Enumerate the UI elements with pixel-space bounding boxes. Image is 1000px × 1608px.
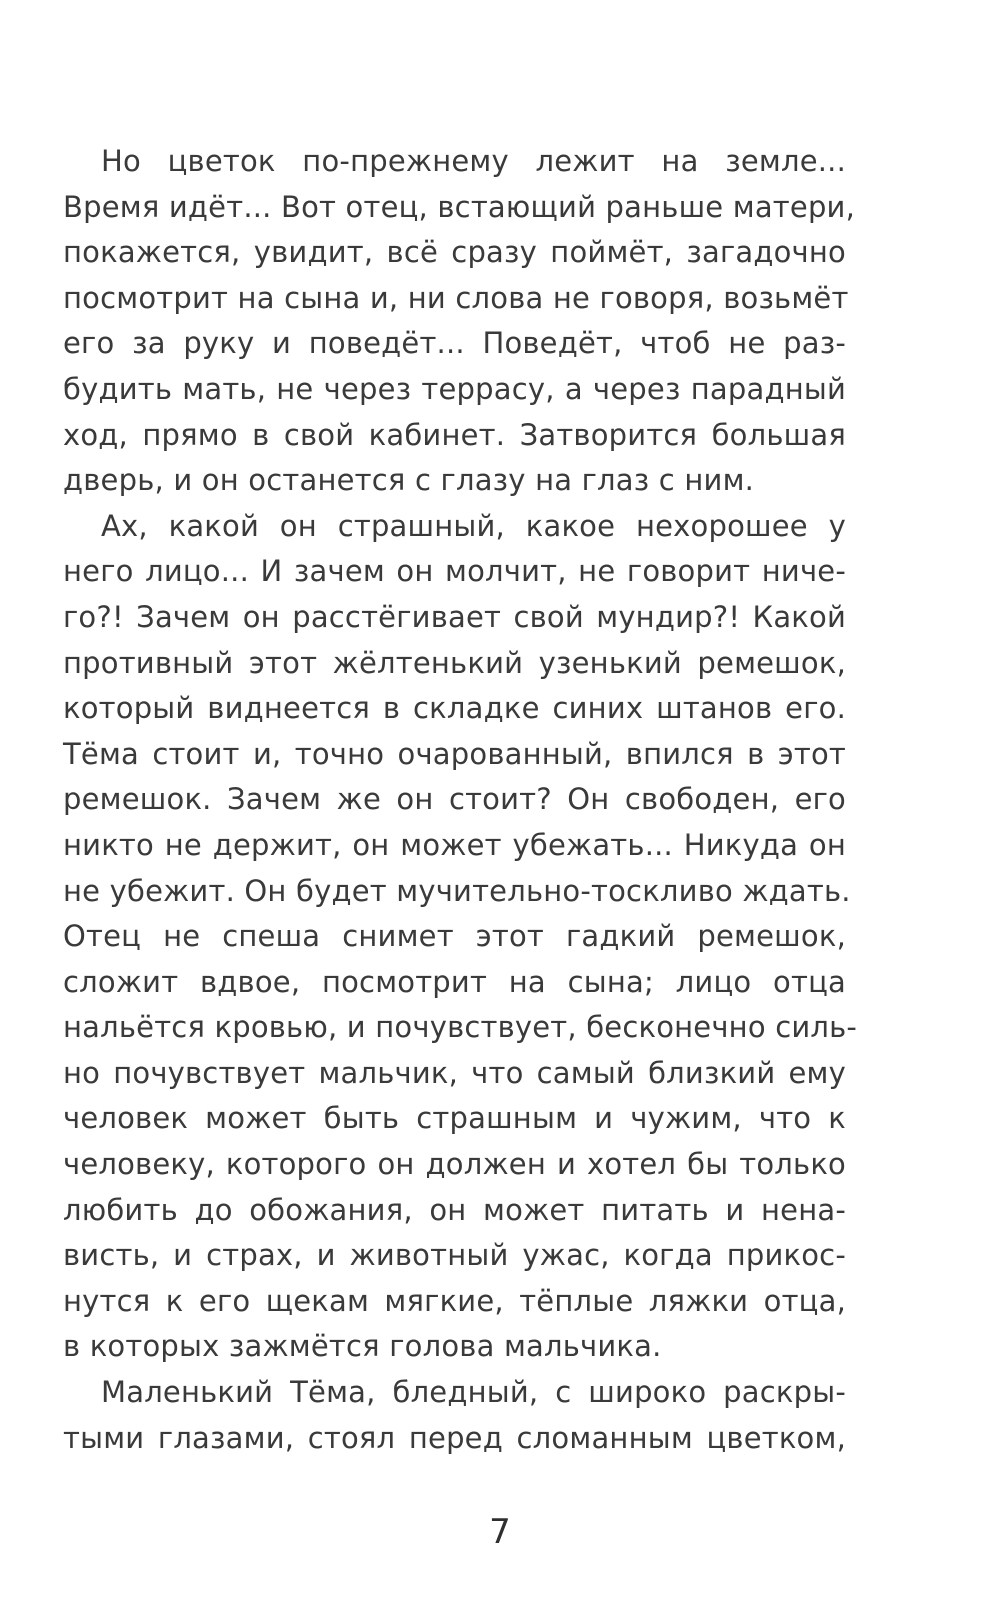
text-line: Отец не спеша снимет этот гадкий ремешок, bbox=[63, 919, 846, 954]
text-line: Тёма стоит и, точно очарованный, впился в этот bbox=[63, 736, 846, 771]
text-line: него лицо... И зачем он молчит, не говорит ниче- bbox=[63, 554, 846, 589]
page-number: 7 bbox=[489, 1512, 511, 1552]
text-line: любить до обожания, он может питать и нена- bbox=[63, 1192, 846, 1227]
text-line: ход, прямо в свой кабинет. Затворится большая bbox=[63, 417, 846, 452]
text-line: человеку, которого он должен и хотел бы только bbox=[63, 1147, 846, 1182]
text-line: ремешок. Зачем же он стоит? Он свободен, его bbox=[63, 782, 846, 817]
text-line: Время идёт... Вот отец, встающий раньше матери, bbox=[63, 189, 856, 224]
text-line: посмотрит на сына и, ни слова не говоря, возьмёт bbox=[63, 280, 849, 315]
paragraph-1 bbox=[63, 139, 856, 504]
text-line: но почувствует мальчик, что самый близкий ему bbox=[63, 1055, 846, 1090]
paragraph-2 bbox=[63, 504, 858, 1370]
text-line: никто не держит, он может убежать... Никуда он bbox=[63, 827, 846, 862]
text-line: который виднеется в складке синих штанов его. bbox=[63, 691, 846, 726]
text-line: сложит вдвое, посмотрит на сына; лицо отца bbox=[63, 964, 846, 999]
text-line: не убежит. Он будет мучительно-тоскливо ждать. bbox=[63, 873, 851, 908]
text-line: нальётся кровью, и почувствует, бесконечно силь- bbox=[63, 1010, 858, 1045]
text-line: висть, и страх, и животный ужас, когда прикос- bbox=[63, 1238, 846, 1273]
text-line: Но цветок по-прежнему лежит на земле... bbox=[101, 144, 846, 178]
text-line: нутся к его щекам мягкие, тёплые ляжки отца, bbox=[63, 1283, 846, 1318]
text-line: противный этот жёлтенький узенький ремешок, bbox=[63, 645, 846, 680]
text-line: дверь, и он останется с глазу на глаз с ним. bbox=[63, 463, 755, 498]
text-line: го?! Зачем он расстёгивает свой мундир?! Какой bbox=[63, 599, 846, 634]
text-line: покажется, увидит, всё сразу поймёт, загадочно bbox=[63, 235, 846, 270]
text-line: его за руку и поведёт... Поведёт, чтоб не раз- bbox=[63, 326, 846, 361]
paragraph-3 bbox=[63, 1370, 846, 1461]
text-block bbox=[63, 139, 858, 1461]
text-line: тыми глазами, стоял перед сломанным цветком, bbox=[63, 1420, 846, 1455]
text-line: Маленький Тёма, бледный, с широко раскры- bbox=[101, 1375, 846, 1410]
text-line: человек может быть страшным и чужим, что к bbox=[63, 1101, 846, 1136]
text-line: в которых зажмётся голова мальчика. bbox=[63, 1329, 662, 1364]
text-line: Ах, какой он страшный, какое нехорошее у bbox=[101, 508, 846, 543]
text-line: будить мать, не через террасу, а через парадный bbox=[63, 371, 846, 406]
